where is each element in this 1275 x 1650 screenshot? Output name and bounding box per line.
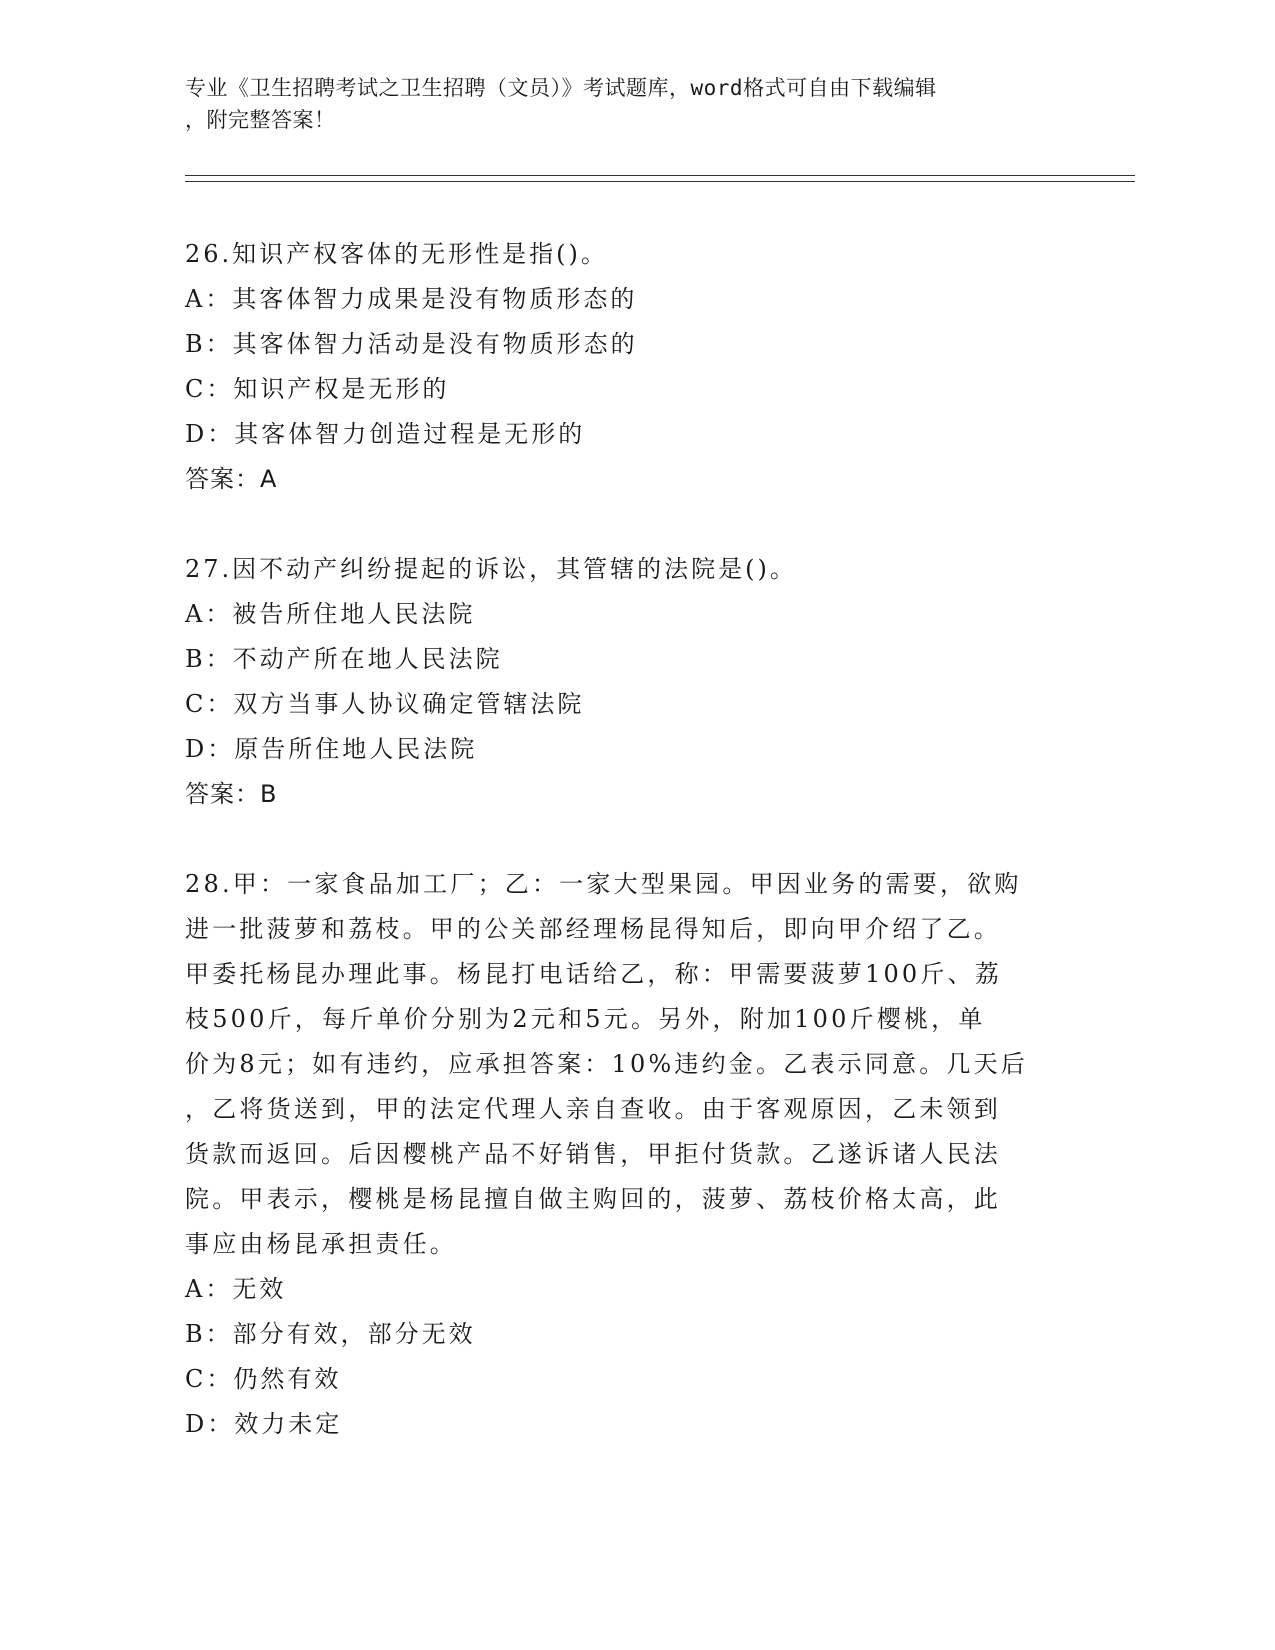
stem-line: 价为8元；如有违约，应承担答案：10%违约金。乙表示同意。几天后	[185, 1050, 1029, 1078]
header-line-2: ，附完整答案！	[185, 108, 336, 132]
option-d: D：其客体智力创造过程是无形的	[185, 420, 586, 448]
document-header	[185, 72, 1065, 136]
option-c: C：双方当事人协议确定管辖法院	[185, 690, 585, 718]
question-stem: 27.因不动产纠纷提起的诉讼，其管辖的法院是()。	[185, 555, 797, 583]
option-b: B：其客体智力活动是没有物质形态的	[185, 330, 638, 358]
option-a: A：无效	[185, 1275, 287, 1303]
stem-line: 进一批菠萝和荔枝。甲的公关部经理杨昆得知后，即向甲介绍了乙。	[185, 915, 1001, 943]
stem-line: 事应由杨昆承担责任。	[185, 1230, 457, 1258]
option-d: D：原告所住地人民法院	[185, 735, 478, 763]
header-divider-top	[185, 175, 1135, 176]
question-stem	[185, 862, 1065, 1267]
header-line-1: 专业《卫生招聘考试之卫生招聘（文员）》考试题库，word格式可自由下载编辑	[185, 76, 937, 100]
stem-line: 甲委托杨昆办理此事。杨昆打电话给乙，称：甲需要菠萝100斤、荔	[185, 960, 1003, 988]
option-d: D：效力未定	[185, 1410, 343, 1438]
option-c: C：知识产权是无形的	[185, 375, 450, 403]
stem-line: 院。甲表示，樱桃是杨昆擅自做主购回的，菠萝、荔枝价格太高，此	[185, 1185, 1001, 1213]
option-a: A：被告所住地人民法院	[185, 600, 476, 628]
stem-line: ，乙将货送到，甲的法定代理人亲自查收。由于客观原因，乙未领到	[185, 1095, 1001, 1123]
option-c: C：仍然有效	[185, 1365, 342, 1393]
stem-line: 枝500斤，每斤单价分别为2元和5元。另外，附加100斤樱桃，单	[185, 1005, 986, 1033]
header-divider-bottom	[185, 181, 1135, 182]
option-a: A：其客体智力成果是没有物质形态的	[185, 285, 638, 313]
answer-line: 答案：A	[185, 465, 278, 493]
question-stem: 26.知识产权客体的无形性是指()。	[185, 240, 608, 268]
question-27	[185, 547, 1065, 817]
stem-line: 货款而返回。后因樱桃产品不好销售，甲拒付货款。乙遂诉诸人民法	[185, 1140, 1001, 1168]
option-b: B：不动产所在地人民法院	[185, 645, 503, 673]
stem-line: 28.甲：一家食品加工厂；乙：一家大型果园。甲因业务的需要，欲购	[185, 870, 1022, 898]
question-26	[185, 232, 1065, 502]
question-28	[185, 862, 1065, 1447]
option-b: B：部分有效，部分无效	[185, 1320, 476, 1348]
answer-line: 答案：B	[185, 780, 278, 808]
